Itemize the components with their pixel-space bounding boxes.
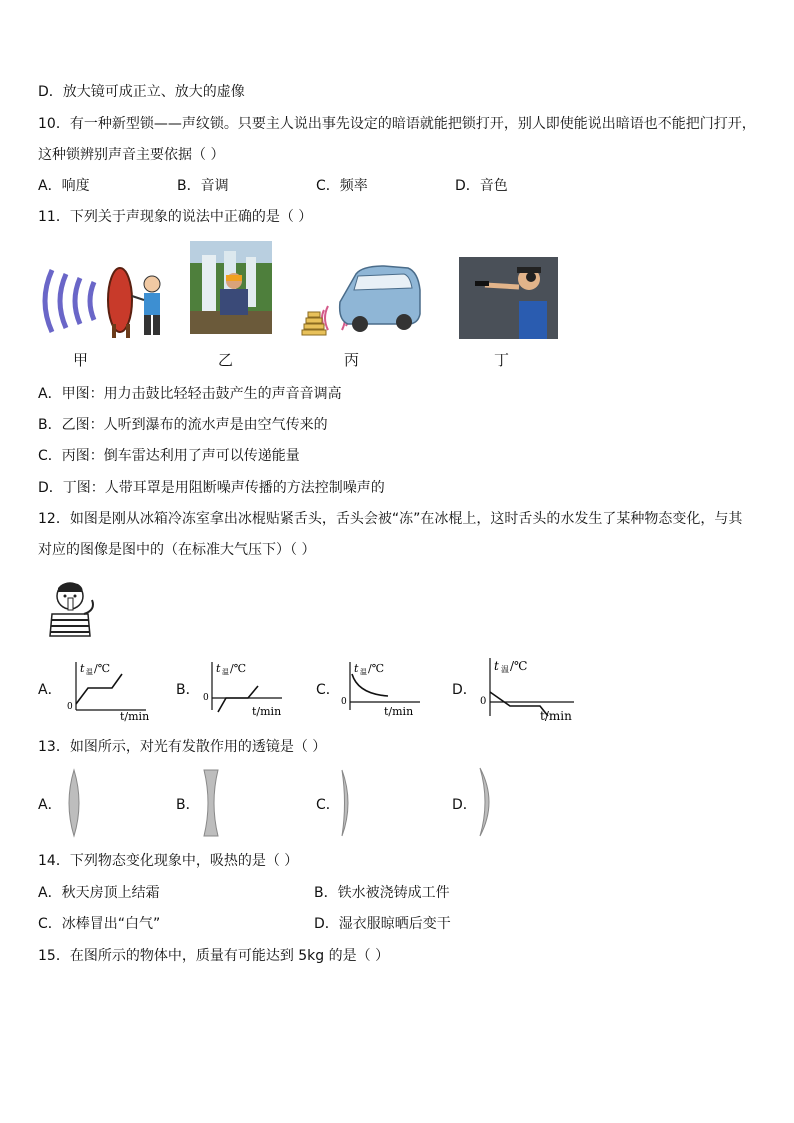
q12-letter-a: A． — [38, 682, 62, 698]
q13-stem: 13．如图所示，对光有发散作用的透镜是（ ） — [38, 739, 327, 755]
q12-letter-d: D． — [452, 682, 477, 698]
caption-ding: 丁 — [494, 351, 510, 369]
q14-option-c: C．冰棒冒出“白气” — [38, 916, 161, 932]
q14-option-b: B．铁水被浇铸成工件 — [314, 885, 450, 901]
graph-c — [338, 660, 428, 722]
graph-a-ylabel: t — [80, 662, 85, 675]
q11-option-c: C．丙图：倒车雷达利用了声可以传递能量 — [38, 448, 300, 464]
q13-letter-c: C． — [316, 797, 340, 813]
graph-c-yunit: /℃ — [368, 662, 385, 675]
q12-stem-line2: 对应的图像是图中的（在标准大气压下）（ ） — [38, 542, 316, 558]
car-radar-figure — [300, 262, 422, 337]
graph-b — [200, 660, 290, 722]
q11-option-d: D．丁图：人带耳罩是用阻断噪声传播的方法控制噪声的 — [38, 480, 385, 496]
q11-option-a: A．甲图：用力击鼓比轻轻击鼓产生的声音音调高 — [38, 386, 342, 402]
graph-b-ysub: 温 — [222, 668, 229, 676]
graph-b-xlabel: t/min — [252, 705, 282, 718]
caption-yi: 乙 — [218, 351, 234, 369]
plano-convex-lens-c-figure — [338, 768, 356, 838]
graph-b-ylabel: t — [216, 662, 221, 675]
graph-c-ysub: 温 — [360, 668, 367, 676]
q10-option-b: B．音调 — [177, 178, 229, 194]
q11-stem: 11．下列关于声现象的说法中正确的是（ ） — [38, 209, 313, 225]
graph-d-yunit: /℃ — [510, 659, 528, 673]
graph-b-origin: 0 — [203, 693, 209, 703]
caption-jia: 甲 — [73, 351, 89, 369]
graph-a-origin: 0 — [67, 702, 73, 712]
caption-bing: 丙 — [344, 351, 360, 369]
q13-letter-d: D． — [452, 797, 477, 813]
q10-stem-line2: 这种锁辨别声音主要依据（ ） — [38, 147, 225, 163]
shooter-figure — [459, 257, 558, 339]
q15-stem: 15．在图所示的物体中，质量有可能达到 5kg 的是（ ） — [38, 948, 390, 964]
q13-letter-a: A． — [38, 797, 62, 813]
q10-option-d: D．音色 — [455, 178, 508, 194]
graph-a — [64, 660, 154, 722]
drum-figure — [40, 262, 166, 340]
graph-c-xlabel: t/min — [384, 705, 414, 718]
graph-a-xlabel: t/min — [120, 710, 150, 722]
graph-b-yunit: /℃ — [230, 662, 247, 675]
graph-d-ylabel: t — [494, 659, 499, 673]
q14-stem: 14．下列物态变化现象中，吸热的是（ ） — [38, 853, 299, 869]
q12-letter-b: B． — [176, 682, 200, 698]
graph-d-ysub: 温 — [501, 665, 509, 674]
graph-d — [476, 656, 580, 724]
graph-d-origin: 0 — [480, 696, 487, 707]
q14-option-a: A．秋天房顶上结霜 — [38, 885, 160, 901]
waterfall-figure — [190, 241, 272, 334]
q10-option-c: C．频率 — [316, 178, 368, 194]
boy-icepop-figure — [44, 578, 102, 638]
graph-c-ylabel: t — [354, 662, 359, 675]
graph-a-ysub: 温 — [86, 668, 93, 676]
graph-d-xlabel: t/min — [540, 709, 572, 723]
q10-option-a: A．响度 — [38, 178, 90, 194]
q12-letter-c: C． — [316, 682, 340, 698]
q10-stem-line1: 10．有一种新型锁——声纹锁。只要主人说出事先设定的暗语就能把锁打开，别人即使能说出暗语也不能把门打开， — [38, 116, 756, 132]
convex-lens-a-figure — [64, 768, 84, 838]
q11-option-b: B．乙图：人听到瀑布的流水声是由空气传来的 — [38, 417, 328, 433]
graph-c-origin: 0 — [341, 697, 347, 707]
graph-a-curve — [76, 674, 122, 704]
meniscus-lens-d-figure — [476, 766, 498, 838]
concave-lens-b-figure — [200, 768, 222, 838]
graph-c-curve — [352, 674, 388, 696]
graph-a-yunit: /℃ — [94, 662, 111, 675]
q9-option-d: D．放大镜可成正立、放大的虚像 — [38, 84, 245, 100]
q14-option-d: D．湿衣服晾晒后变干 — [314, 916, 451, 932]
q13-letter-b: B． — [176, 797, 200, 813]
q12-stem-line1: 12．如图是刚从冰箱冷冻室拿出冰棍贴紧舌头，舌头会被“冻”在冰棍上，这时舌头的水发生了某种物态变化，与其 — [38, 511, 743, 527]
